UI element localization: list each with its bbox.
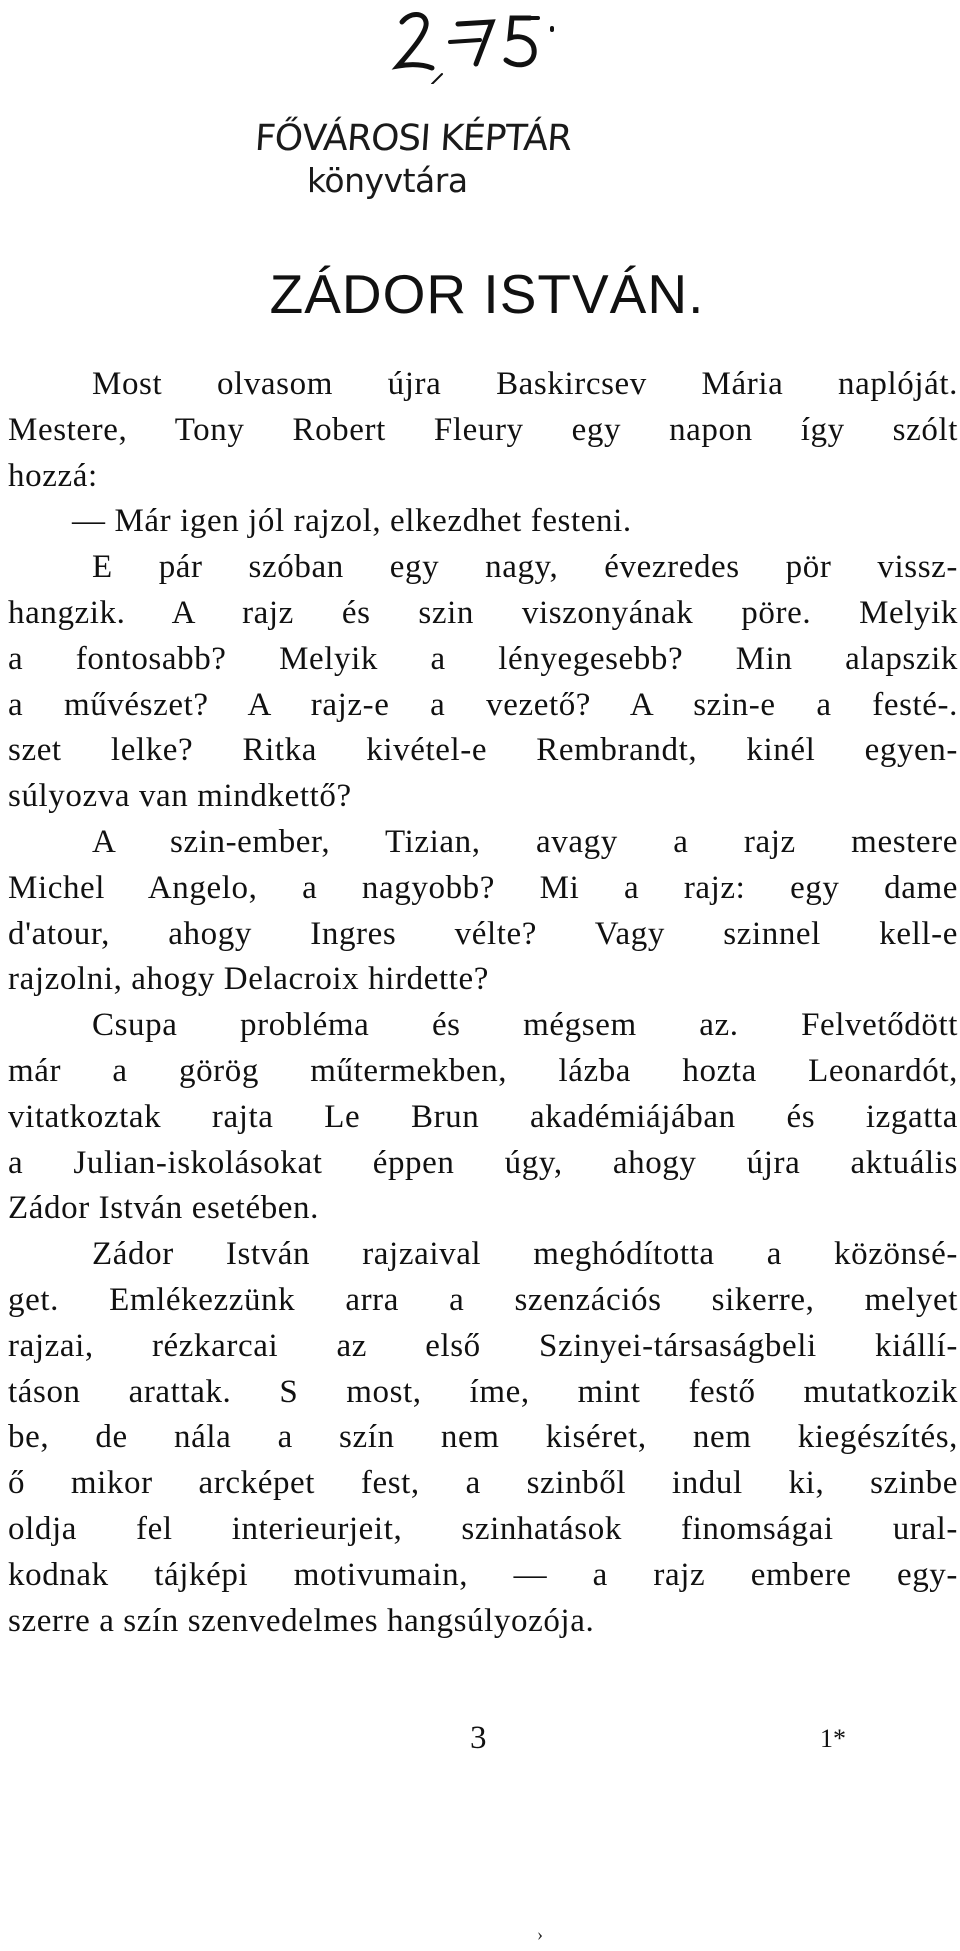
text-line: ő mikor arcképet fest, a szinből indul ki, szinbe [8,1465,958,1502]
text-line: get. Emlékezzünk arra a szenzációs sikerre, melyet [8,1281,958,1318]
page-title: ZÁDOR ISTVÁN. [269,263,705,325]
text-line: — Már igen jól rajzol, elkezdhet festeni. [72,503,632,540]
text-line: a fontosabb? Melyik a lényegesebb? Min alapszik [8,640,958,677]
text-line: szet lelke? Ritka kivétel-e Rembrandt, kinél egyen- [8,732,958,769]
text-line: kodnak tájképi motivumain, — a rajz embere egy- [8,1556,958,1593]
text-line: Zádor István esetében. [8,1190,319,1227]
text-line: hozzá: [8,457,98,494]
page-number: 3 [470,1720,487,1756]
stamp-line-2: könyvtára [307,161,468,200]
text-line: hangzik. A rajz és szin viszonyának pöre. Melyik [8,594,958,631]
text-line: Michel Angelo, a nagyobb? Mi a rajz: egy dame [8,869,958,906]
body-text [8,362,958,1644]
text-line: már a görög műtermekben, lázba hozta Leonardót, [8,1052,958,1089]
text-line: Mestere, Tony Robert Fleury egy napon így szólt [8,411,958,448]
stamp-line-1: FŐVÁROSI KÉPTÁR [253,118,573,159]
text-line: rajzai, rézkarcai az első Szinyei-társaságbeli kiállí- [8,1327,958,1364]
text-line: rajzolni, ahogy Delacroix hirdette? [8,961,489,998]
text-line: Zádor István rajzaival meghódította a közönsé- [92,1236,958,1273]
page-footer [0,1720,960,1770]
text-line: A szin-ember, Tizian, avagy a rajz mestere [92,823,958,860]
text-line: E pár szóban egy nagy, évezredes pör vissz- [92,549,958,586]
text-line: Csupa probléma és mégsem az. Felvetődött [92,1007,958,1044]
text-line: súlyozva van mindkettő? [8,778,352,815]
handwritten-shelf-mark [380,4,600,84]
text-line: be, de nála a szín nem kiséret, nem kiegészítés, [8,1419,958,1456]
text-line: d'atour, ahogy Ingres vélte? Vagy szinnel kell-e [8,915,958,952]
text-line: a művészet? A rajz-e a vezető? A szin-e a festé-. [8,686,958,723]
signature-mark: 1* [820,1724,846,1753]
speck-mark: › [537,1924,543,1944]
library-stamp [255,118,615,200]
text-line: a Julian-iskolásokat éppen úgy, ahogy újra aktuális [8,1144,958,1181]
text-line: szerre a szín szenvedelmes hangsúlyozója. [8,1602,595,1639]
text-line: vitatkoztak rajta Le Brun akadémiájában és izgatta [8,1098,958,1135]
text-line: Most olvasom újra Baskircsev Mária naplóját. [92,366,958,402]
text-line: táson arattak. S most, íme, mint festő mutatkozik [8,1373,958,1410]
text-line: oldja fel interieurjeit, szinhatások finomságai ural- [8,1510,958,1547]
